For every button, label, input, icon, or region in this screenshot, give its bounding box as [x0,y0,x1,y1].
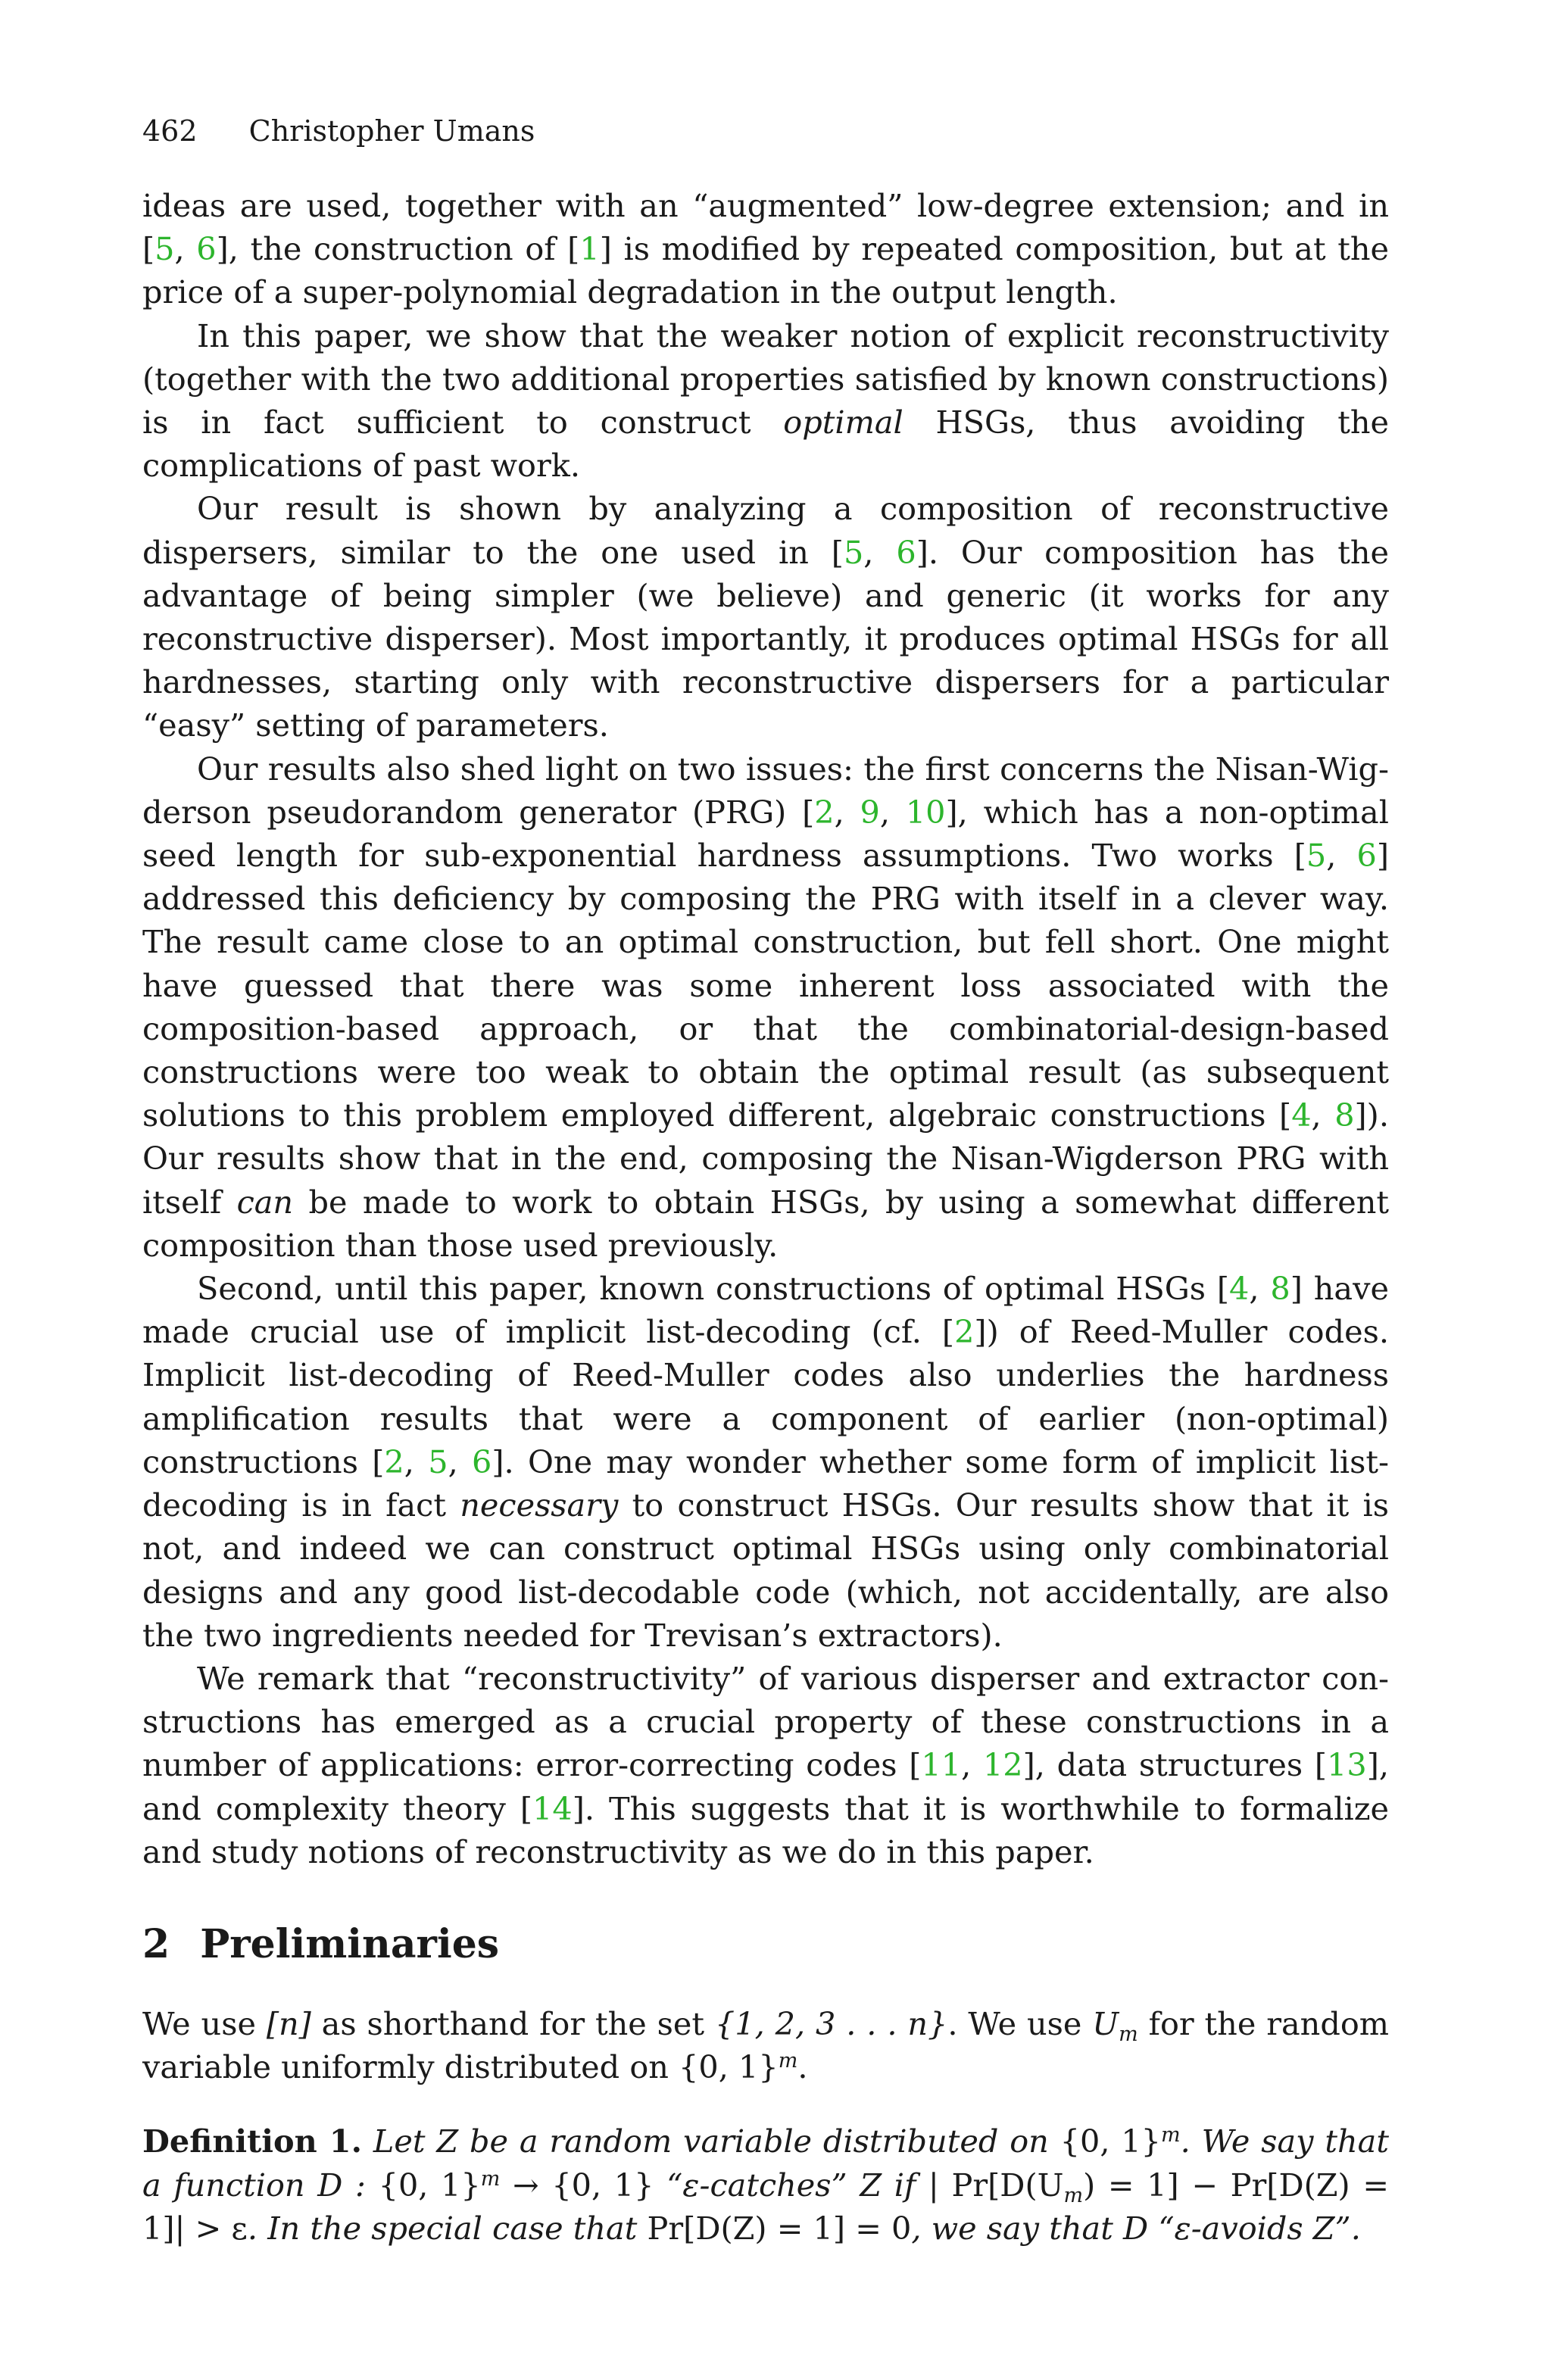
running-header [142,114,1389,148]
paragraph-6: We remark that “reconstructivity” of various disperser and extractor constructions has emerged as a crucial property of these constructions in a number of applications: error-correcting codes [11, 12], data structures [13], and complexity theory [14]. This suggests that it is worthwhile to formalize and study notions of reconstructivity as we do in this paper. [142,1660,1390,1870]
citation-link[interactable]: 2 [954,1314,975,1351]
math-subscript: m [1063,2183,1084,2207]
emphasis: can [236,1184,294,1221]
citation-link[interactable]: 6 [1356,838,1377,875]
math-inline: U [1092,2005,1119,2042]
definition-head: Definition 1. [142,2123,363,2160]
paragraph-1: ideas are used, together with an “augmented” low-degree extension; and in [5, 6], the construction of [1] is modified by repeated composition, but at the price of a super-polynomial degradation in the output length. [142,188,1390,311]
citation-link[interactable]: 6 [896,534,916,571]
paragraph-5: Second, until this paper, known constructions of optimal HSGs [4, 8] have made crucial use of implicit list-decoding (cf. [2]) of Reed-Muller codes. Implicit list-decoding of Reed-Muller codes also underlies the hardness amplification results that were a component of earlier (non-optimal) constructions [2, 5, 6]. One may wonder whether some form of implicit list-decoding is in fact necessary to construct HSGs. Our results show that it is not, and indeed we can construct optimal HSGs using only combinatorial designs and any good list-decodable code (which, not accidentally, are also the two ingredients needed for Trevisan’s extractors). [142,1271,1389,1654]
math-inline: → {0, 1} [500,2166,654,2204]
citation-link[interactable]: 13 [1327,1747,1367,1784]
math-inline: {0, 1} [378,2166,481,2204]
math-subscript: m [1119,2022,1138,2046]
citation-link[interactable]: 5 [843,534,864,571]
section-title: Preliminaries [200,1920,500,1967]
citation-link[interactable]: 2 [814,794,835,831]
page-number: 462 [142,114,198,148]
citation-link[interactable]: 9 [860,794,880,831]
citation-link[interactable]: 6 [196,231,217,268]
citation-link[interactable]: 5 [428,1443,448,1480]
citation-link[interactable]: 8 [1334,1097,1355,1134]
citation-link[interactable]: 5 [1306,838,1327,875]
citation-link[interactable]: 4 [1291,1097,1312,1134]
paragraph-3: Our result is shown by analyzing a composition of reconstructive dispersers, similar to the one used in [5, 6]. Our composition has the advantage of being simpler (we believe) and generic (it works for any reconstructive disperser). Most importantly, it produces optimal HSGs for all hardnesses, starting only with reconstructive dispersers for a particular “easy” setting of parameters. [142,491,1389,744]
math-superscript: m [480,2166,501,2191]
math-inline: {1, 2, 3 . . . n} [714,2005,948,2042]
citation-link[interactable]: 8 [1270,1271,1290,1308]
paragraph-4: Our results also shed light on two issues: the first concerns the Nisan-Wigderson pseudorandom generator (PRG) [2, 9, 10], which has a non-optimal seed length for sub-exponential hardness assumptions. Two works [5, 6] addressed this deficiency by composing the PRG with itself in a clever way. The result came close to an optimal construction, but fell short. One might have guessed that there was some inherent loss associated with the composition-based approach, or that the combinatorial-design-based constructions were too weak to obtain the optimal result (as subsequent solutions to this problem employed different, algebraic constructions [4, 8]). Our results show that in the end, composing the Nisan-Wigderson PRG with itself can be made to work to obtain HSGs, by using a somewhat different composition than those used previously. [142,750,1389,1264]
citation-link[interactable]: 11 [921,1747,962,1784]
citation-link[interactable]: 1 [579,231,600,268]
citation-link[interactable]: 6 [472,1443,492,1480]
math-inline: [n] [266,2005,311,2042]
math-superscript: m [1161,2123,1181,2148]
citation-link[interactable]: 4 [1229,1271,1250,1308]
math-inline: {0, 1} [679,2049,779,2086]
math-inline: ) = 1] − Pr[D(Z) = 1]| > ε [142,2166,1390,2247]
citation-link[interactable]: 5 [154,231,175,268]
paragraph-2: In this paper, we show that the weaker notion of explicit reconstructivity (together with the two additional properties satisfied by known constructions) is in fact sufficient to construct optimal HSGs, thus avoiding the complications of past work. [142,317,1389,485]
preliminaries-paragraph: We use [n] as shorthand for the set {1, 2, 3 . . . n}. We use $U_m$ for the random variable uniformly distributed on {0, 1}$^m$. [142,2005,1389,2086]
running-author: Christopher Umans [248,114,535,148]
citation-link[interactable]: 14 [532,1790,573,1827]
emphasis: optimal [783,404,903,441]
math-superscript: m [778,2049,798,2073]
section-number: 2 [142,1920,170,1967]
math-inline: {0, 1} [1059,2123,1162,2160]
math-inline: | Pr[D(U [928,2166,1064,2204]
section-heading [142,1920,1389,1970]
math-inline: Pr[D(Z) = 1] = 0 [647,2210,912,2247]
emphasis: necessary [460,1487,619,1524]
page-body [142,114,1389,2251]
definition-1: Definition 1. Let Z be a random variable distributed on {0, 1}$^m$. We say that a function D : {0, 1}$^m$ → {0, 1} “ε-catches” Z if | $Pr[D(U_m) = 1] - Pr[D(Z) = 1]| > \varepsilon$. In the special case that Pr[D(Z) = 1] = 0, we say that D “ε-avoids Z”. [142,2123,1390,2247]
citation-link[interactable]: 10 [905,794,946,831]
citation-link[interactable]: 2 [384,1443,404,1480]
citation-link[interactable]: 12 [982,1747,1023,1784]
